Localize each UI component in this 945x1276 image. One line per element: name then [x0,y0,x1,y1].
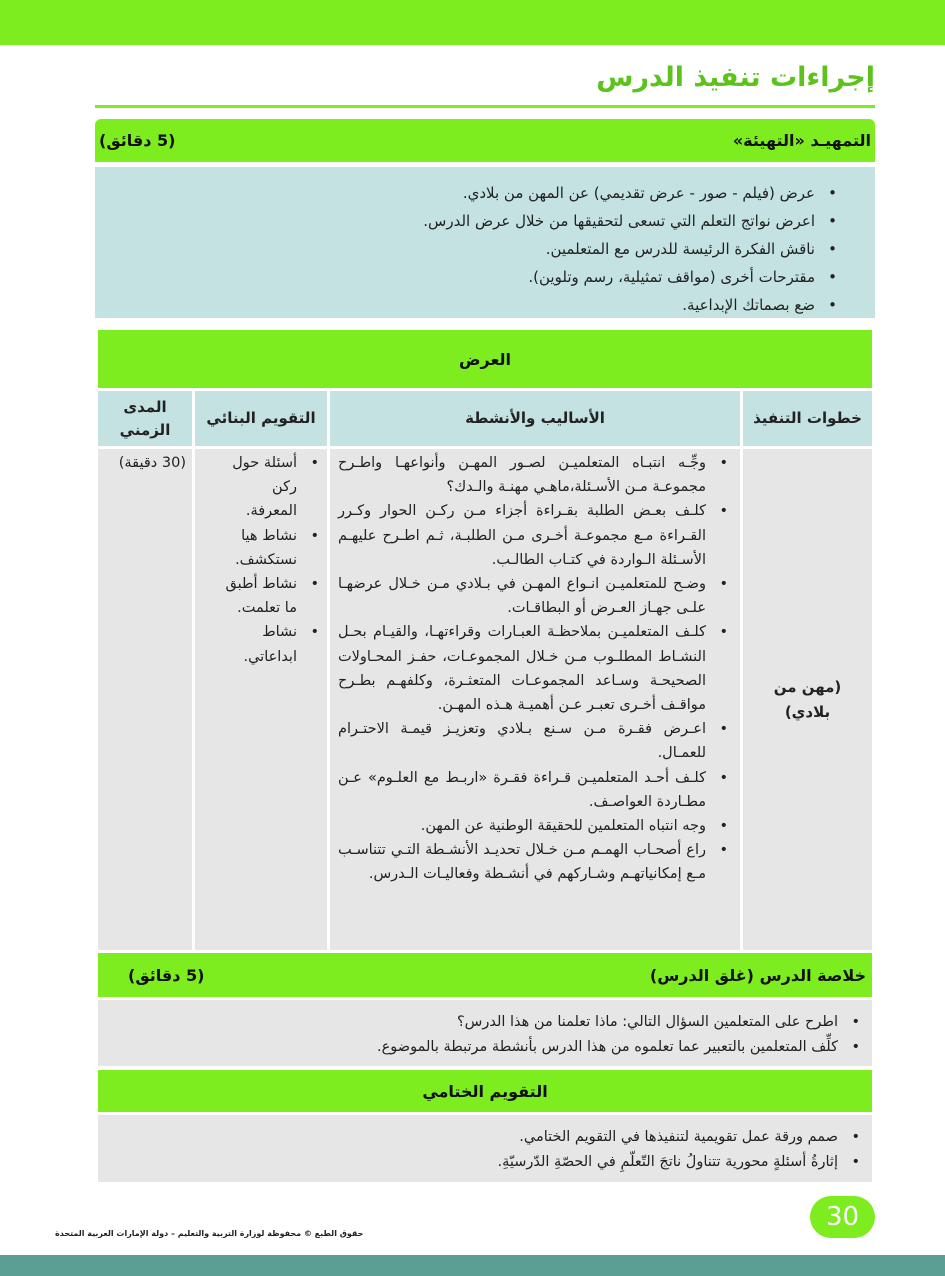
presentation-title: العرض [459,349,511,369]
column-header-duration: المدى الزمني [98,391,192,446]
column-header-formative: التقويم البنائي [195,391,327,446]
list-item: • ناقش الفكرة الرئيسة للدرس مع المتعلمين. [95,235,845,263]
formative-item: • نشاط ابداعاتي. [225,620,327,668]
activity-item: • كلـف بعـض الطلبة بقـراءة أجزاء مـن ركـن الحوار وكـرر القـراءة مـع مجموعـة أخـرى مـن الطلبـة، ثـم اطـرح عليهـم الأسـئلة الـواردة في كتـاب الطالـب. [338,499,736,572]
summary-title: خلاصة الدرس (غلق الدرس) [649,965,866,985]
list-item: • مقترحات أخرى (مواقف تمثيلية، رسم وتلوين). [95,263,845,291]
title-divider [95,105,875,108]
summary-header [98,953,872,997]
list-item: • اعرض نواتج التعلم التي تسعى لتحقيقها من خلال عرض الدرس. [95,207,845,235]
intro-header [95,119,875,162]
list-item: • اطرح على المتعلمين السؤال التالي: ماذا تعلمنا من هذا الدرس؟ [98,1010,868,1035]
page-number: 30 [810,1196,875,1238]
formative-item: • أسئلة حول ركن المعرفة. [225,451,327,524]
intro-title: التمهيـد «التهيئة» [732,131,871,150]
activity-item: • كلـف أحـد المتعلميـن قـراءة فقـرة «اربـط مع العلـوم» عـن مطـاردة العواصـف. [338,766,736,814]
list-item: • ضع بصماتك الإبداعية. [95,291,845,319]
activity-item: • اعـرض فقـرة مـن سـنع بـلادي وتعزيـز قيمـة الاحتـرام للعمـال. [338,717,736,765]
activity-item: • وجه انتباه المتعلمين للحقيقة الوطنية عن المهن. [338,814,736,838]
step-cell: (مهن من بلادي) [743,449,872,950]
column-header-activities: الأساليب والأنشطة [330,391,740,446]
intro-body [95,167,875,318]
activity-item: • كلـف المتعلميـن بملاحظـة العبـارات وقراءتهـا، والقيـام بحـل النشـاط المطلـوب مـن خـلال المجموعـات، حفـز المحـاولات الصحيحـة وسـاعد المجموعـات المتعثـرة، وكلفهـم بطـرح مواقـف أخـرى تعبـر عـن أهميـة هـذه المهـن. [338,620,736,717]
final-assessment-body [98,1115,872,1182]
intro-duration: (5 دقائق) [99,131,176,150]
list-item: • صمم ورقة عمل تقويمية لتنفيذها في التقويم الختامي. [98,1125,868,1150]
formative-cell [195,449,327,950]
list-item: • عرض (فيلم - صور - عرض تقديمي) عن المهن من بلادي. [95,179,845,207]
column-header-steps: خطوات التنفيذ [743,391,872,446]
activity-item: • راع أصحـاب الهمـم مـن خـلال تحديـد الأنشـطة التـي تتناسـب مـع إمكانياتهـم وشـاركهم في أنشـطة وفعاليـات الـدرس. [338,838,736,886]
activity-item: • وجِّـه انتبـاه المتعلميـن لصـور المهـن وأنواعهـا واطـرح مجموعـة مـن الأسـئلة،ماهـي مهنـة والـدك؟ [338,451,736,499]
final-assessment-header [98,1070,872,1112]
page-title: إجراءات تنفيذ الدرس [596,62,875,93]
formative-item: • نشاط أطبق ما تعلمت. [225,572,327,620]
bottom-bar [0,1255,945,1276]
activities-cell [330,449,740,950]
formative-item: • نشاط هيا نستكشف. [225,524,327,572]
summary-duration: (5 دقائق) [128,965,205,985]
final-title: التقويم الختامي [422,1081,548,1101]
presentation-header [98,330,872,388]
duration-cell: (30 دقيقة) [98,449,192,950]
summary-body [98,1000,872,1066]
list-item: • كلِّف المتعلمين بالتعبير عما تعلموه من هذا الدرس بأنشطة مرتبطة بالموضوع. [98,1035,868,1060]
list-item: • إثارةُ أسئلةٍ محورية تتناولُ ناتجَ التّعلّمِ في الحصّةِ الدّرسيّةِ. [98,1150,868,1175]
top-bar [0,0,945,45]
activity-item: • وضـح للمتعلميـن انـواع المهـن في بـلادي مـن خـلال عرضهـا علـى جهـاز العـرض أو البطاقـات. [338,572,736,620]
copyright-footer: حقوق الطبع © محفوظة لوزارة التربية والتعليم – دولة الإمارات العربية المتحدة [55,1229,364,1238]
